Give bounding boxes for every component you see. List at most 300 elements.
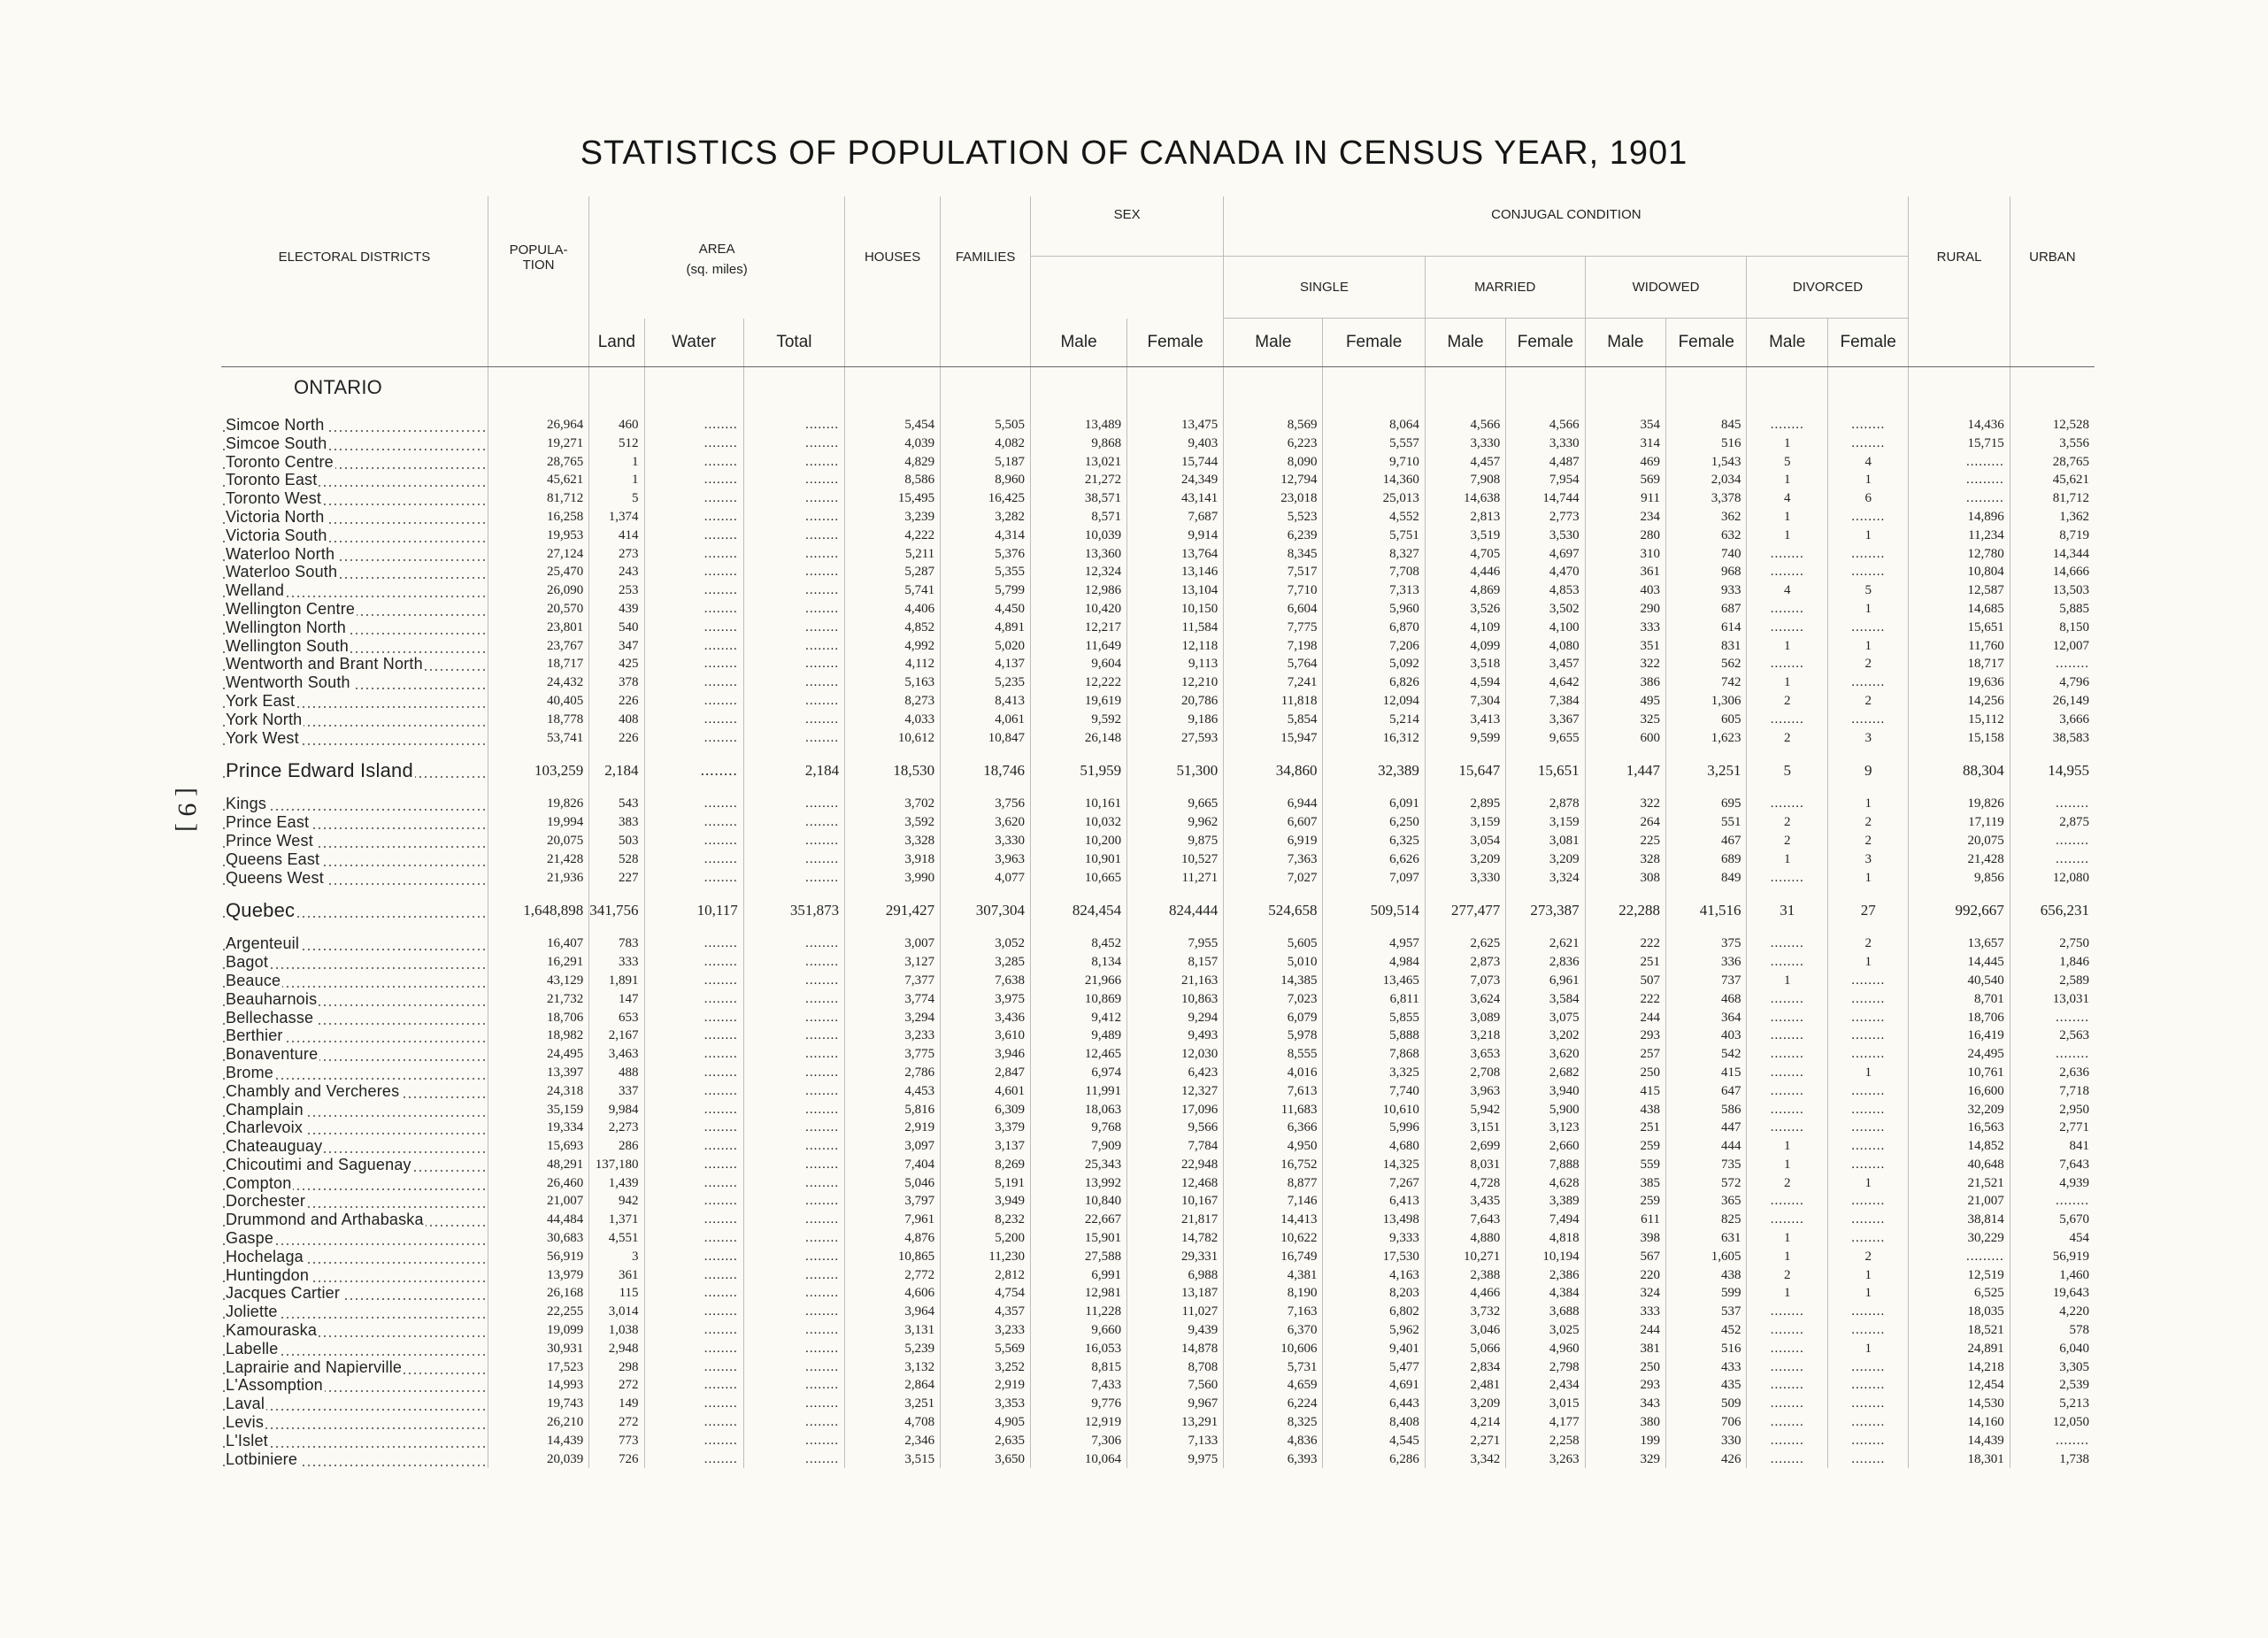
data-cell: 354: [1585, 416, 1665, 434]
data-cell: 7,909: [1031, 1137, 1127, 1156]
data-cell: 4,381: [1224, 1266, 1323, 1285]
data-cell: 5,888: [1323, 1027, 1425, 1045]
district-label: Charlevoix: [226, 1119, 304, 1137]
district-name: [221, 850, 488, 869]
district-label: Chicoutimi and Saguenay: [226, 1155, 411, 1173]
data-cell: ........: [743, 471, 844, 489]
data-cell: 1: [1827, 1284, 1909, 1303]
table-row: [221, 1229, 2095, 1248]
spacer-cell: [488, 367, 588, 408]
data-cell: 20,075: [488, 832, 588, 850]
data-cell: 452: [1666, 1321, 1747, 1340]
data-cell: 5,211: [845, 545, 941, 564]
data-cell: 257: [1585, 1045, 1665, 1064]
data-cell: ........: [1747, 1303, 1827, 1321]
data-cell: 444: [1666, 1137, 1747, 1156]
data-cell: 3,159: [1506, 813, 1585, 832]
data-cell: 3,089: [1425, 1009, 1505, 1027]
data-cell: 647: [1666, 1082, 1747, 1101]
spacer-cell: [1127, 407, 1224, 416]
data-cell: 516: [1666, 434, 1747, 453]
spacer-cell: [1747, 747, 1827, 756]
data-cell: ........: [1827, 673, 1909, 692]
data-cell: 9,403: [1127, 434, 1224, 453]
data-cell: 6,079: [1224, 1009, 1323, 1027]
section-heading: ONTARIO: [294, 376, 382, 398]
data-cell: 9,868: [1031, 434, 1127, 453]
data-cell: 2,948: [589, 1340, 644, 1358]
data-cell: ........: [644, 1266, 743, 1285]
data-cell: 53,741: [488, 729, 588, 748]
district-name: [221, 1284, 488, 1303]
data-cell: 5,454: [845, 416, 941, 434]
data-cell: 3,530: [1506, 527, 1585, 545]
province-total-row: [221, 896, 2095, 926]
data-cell: ........: [1827, 711, 1909, 729]
spacer-cell: [1224, 786, 1323, 795]
data-cell: 1: [1747, 471, 1827, 489]
data-cell: 10,847: [941, 729, 1031, 748]
spacer-cell: [1323, 747, 1425, 756]
data-cell: ........: [1827, 1027, 1909, 1045]
data-cell: 9,776: [1031, 1395, 1127, 1413]
data-cell: 3,457: [1506, 655, 1585, 673]
spacer-cell: [488, 747, 588, 756]
district-label: Victoria North: [226, 507, 325, 526]
data-cell: ........: [743, 581, 844, 600]
spacer-cell: [488, 407, 588, 416]
data-cell: 15,901: [1031, 1229, 1127, 1248]
spacer-cell: [1031, 786, 1127, 795]
data-cell: 13,465: [1323, 972, 1425, 990]
spacer-cell: [589, 747, 644, 756]
district-label: Gaspe: [226, 1229, 274, 1248]
data-cell: 3,342: [1425, 1450, 1505, 1469]
data-cell: ........: [743, 813, 844, 832]
spacer-cell: [1747, 367, 1827, 408]
data-cell: 7,908: [1425, 471, 1505, 489]
data-cell: 2,273: [589, 1119, 644, 1137]
data-cell: 10,863: [1127, 990, 1224, 1009]
data-cell: ........: [1747, 1119, 1827, 1137]
spacer-cell: [644, 367, 743, 408]
data-cell: 537: [1666, 1303, 1747, 1321]
spacer-cell: [1224, 887, 1323, 896]
data-cell: 25,013: [1323, 489, 1425, 508]
data-cell: ........: [1827, 1192, 1909, 1211]
spacer-cell: [941, 407, 1031, 416]
data-cell: 10,865: [845, 1248, 941, 1266]
data-cell: 4,470: [1506, 563, 1585, 581]
header-single-female: Female: [1323, 319, 1425, 367]
data-cell: 562: [1666, 655, 1747, 673]
data-cell: ........: [1747, 953, 1827, 972]
data-cell: 10,527: [1127, 850, 1224, 869]
data-cell: 19,643: [2010, 1284, 2095, 1303]
district-name: [221, 1119, 488, 1137]
data-cell: 7,306: [1031, 1432, 1127, 1450]
data-cell: 12,794: [1224, 471, 1323, 489]
data-cell: 17,096: [1127, 1101, 1224, 1119]
data-cell: 16,749: [1224, 1248, 1323, 1266]
data-cell: 2,386: [1506, 1266, 1585, 1285]
data-cell: 1: [1827, 637, 1909, 656]
data-cell: 8,452: [1031, 934, 1127, 953]
data-cell: 6,974: [1031, 1064, 1127, 1082]
data-cell: ........: [743, 1376, 844, 1395]
data-cell: 7,740: [1323, 1082, 1425, 1101]
data-cell: 5,505: [941, 416, 1031, 434]
data-cell: 12,050: [2010, 1413, 2095, 1432]
data-cell: 137,180: [589, 1156, 644, 1174]
data-cell: 1,447: [1585, 756, 1665, 786]
data-cell: 226: [589, 692, 644, 711]
header-electoral-districts: ELECTORAL DISTRICTS: [278, 250, 431, 265]
data-cell: 849: [1666, 869, 1747, 888]
data-cell: 293: [1585, 1376, 1665, 1395]
data-cell: 1,371: [589, 1211, 644, 1229]
spacer-row: [221, 407, 2095, 416]
data-cell: 5,191: [941, 1174, 1031, 1193]
data-cell: 12,080: [2010, 869, 2095, 888]
data-cell: 540: [589, 619, 644, 637]
data-cell: 6: [1827, 489, 1909, 508]
district-label: York North: [226, 710, 303, 728]
spacer-cell: [941, 367, 1031, 408]
spacer-cell: [1506, 407, 1585, 416]
district-label: Jacques Cartier: [226, 1284, 341, 1303]
data-cell: 5: [1827, 581, 1909, 600]
data-cell: 21,428: [488, 850, 588, 869]
data-cell: ........: [1827, 1045, 1909, 1064]
data-cell: 7,613: [1224, 1082, 1323, 1101]
data-cell: 16,291: [488, 953, 588, 972]
data-cell: 28,765: [2010, 453, 2095, 472]
data-cell: 3,756: [941, 795, 1031, 813]
data-cell: .........: [1909, 1248, 2010, 1266]
data-cell: 2: [1827, 1248, 1909, 1266]
data-cell: 24,349: [1127, 471, 1224, 489]
data-cell: 1,623: [1666, 729, 1747, 748]
spacer-cell: [2010, 887, 2095, 896]
data-cell: 24,891: [1909, 1340, 2010, 1358]
data-cell: ........: [644, 1376, 743, 1395]
district-name: [221, 619, 488, 637]
header-divorced-female: Female: [1827, 319, 1909, 367]
data-cell: 3,556: [2010, 434, 2095, 453]
data-cell: 7,404: [845, 1156, 941, 1174]
data-cell: 824,444: [1127, 896, 1224, 926]
data-cell: 5,213: [2010, 1395, 2095, 1413]
data-cell: 22,667: [1031, 1211, 1127, 1229]
district-name: [221, 795, 488, 813]
data-cell: 4,728: [1425, 1174, 1505, 1193]
data-cell: ........: [1827, 1450, 1909, 1469]
data-cell: 3,251: [845, 1395, 941, 1413]
data-cell: 14,744: [1506, 489, 1585, 508]
data-cell: 3,007: [845, 934, 941, 953]
data-cell: ........: [1747, 795, 1827, 813]
data-cell: 8,719: [2010, 527, 2095, 545]
data-cell: 2,682: [1506, 1064, 1585, 1082]
data-cell: 831: [1666, 637, 1747, 656]
data-cell: 4,680: [1323, 1137, 1425, 1156]
district-label: Berthier: [226, 1027, 283, 1045]
data-cell: 9,489: [1031, 1027, 1127, 1045]
data-cell: 3,127: [845, 953, 941, 972]
header-sex-spacer: [1031, 257, 1224, 319]
data-cell: ........: [644, 1248, 743, 1266]
data-cell: 742: [1666, 673, 1747, 692]
data-cell: 361: [1585, 563, 1665, 581]
data-cell: 3,515: [845, 1450, 941, 1469]
data-cell: 2: [1747, 1266, 1827, 1285]
data-cell: 10,840: [1031, 1192, 1127, 1211]
data-cell: ........: [644, 832, 743, 850]
district-label: Kings: [226, 795, 267, 813]
spacer-row: [221, 786, 2095, 795]
district-label: Compton: [226, 1173, 292, 1192]
table-row: [221, 934, 2095, 953]
data-cell: 365: [1666, 1192, 1747, 1211]
data-cell: 14,360: [1323, 471, 1425, 489]
data-cell: 4,869: [1425, 581, 1505, 600]
data-cell: 5,477: [1323, 1358, 1425, 1377]
data-cell: 415: [1585, 1082, 1665, 1101]
table-row: [221, 990, 2095, 1009]
data-cell: 3,075: [1506, 1009, 1585, 1027]
data-cell: ........: [1747, 1358, 1827, 1377]
data-cell: ........: [644, 471, 743, 489]
district-label: Bellechasse: [226, 1008, 314, 1027]
spacer-cell: [1909, 887, 2010, 896]
district-label: Prince Edward Island: [226, 759, 413, 782]
district-name: [221, 869, 488, 888]
data-cell: 5,605: [1224, 934, 1323, 953]
data-cell: ........: [644, 1413, 743, 1432]
data-cell: 8,064: [1323, 416, 1425, 434]
data-cell: 4,853: [1506, 581, 1585, 600]
district-label: Laprairie and Napierville: [226, 1357, 403, 1376]
data-cell: 22,255: [488, 1303, 588, 1321]
data-cell: 4,384: [1506, 1284, 1585, 1303]
spacer-cell: [1031, 926, 1127, 934]
data-cell: 4,818: [1506, 1229, 1585, 1248]
data-cell: 5,854: [1224, 711, 1323, 729]
data-cell: 3,502: [1506, 600, 1585, 619]
data-cell: 30,683: [488, 1229, 588, 1248]
spacer-cell: [1224, 407, 1323, 416]
district-name: [221, 489, 488, 508]
data-cell: 1,439: [589, 1174, 644, 1193]
data-cell: 3,233: [845, 1027, 941, 1045]
data-cell: 23,767: [488, 637, 588, 656]
data-cell: 7,888: [1506, 1156, 1585, 1174]
spacer-cell: [2010, 747, 2095, 756]
table-row: [221, 1156, 2095, 1174]
data-cell: 783: [589, 934, 644, 953]
data-cell: ........: [743, 953, 844, 972]
district-label: York East: [226, 691, 296, 710]
data-cell: 3,666: [2010, 711, 2095, 729]
data-cell: 6,919: [1224, 832, 1323, 850]
district-label: Prince West: [226, 831, 313, 850]
data-cell: 351,873: [743, 896, 844, 926]
data-cell: 5,046: [845, 1174, 941, 1193]
data-cell: 333: [1585, 619, 1665, 637]
data-cell: 19,334: [488, 1119, 588, 1137]
data-cell: 18,778: [488, 711, 588, 729]
data-cell: 911: [1585, 489, 1665, 508]
data-cell: ........: [743, 990, 844, 1009]
data-cell: 24,318: [488, 1082, 588, 1101]
data-cell: ........: [743, 869, 844, 888]
data-cell: 1,648,898: [488, 896, 588, 926]
data-cell: 5,187: [941, 453, 1031, 472]
data-cell: ........: [1747, 1045, 1827, 1064]
data-cell: 7,643: [2010, 1156, 2095, 1174]
district-name: [221, 1229, 488, 1248]
data-cell: 41,516: [1666, 896, 1747, 926]
data-cell: 35,159: [488, 1101, 588, 1119]
header-married: MARRIED: [1425, 257, 1585, 319]
data-cell: ........: [1747, 545, 1827, 564]
data-cell: ........: [743, 1450, 844, 1469]
district-name: [221, 471, 488, 489]
data-cell: 250: [1585, 1358, 1665, 1377]
data-cell: 362: [1666, 508, 1747, 527]
data-cell: 460: [589, 416, 644, 434]
data-cell: ........: [644, 416, 743, 434]
data-cell: ........: [1827, 1321, 1909, 1340]
data-cell: ........: [1747, 1395, 1827, 1413]
data-cell: ........: [743, 453, 844, 472]
spacer-cell: [1827, 407, 1909, 416]
table-row: [221, 832, 2095, 850]
data-cell: ........: [743, 563, 844, 581]
data-cell: 509,514: [1323, 896, 1425, 926]
data-cell: ........: [743, 1229, 844, 1248]
spacer-cell: [1666, 926, 1747, 934]
spacer-cell: [1909, 786, 2010, 795]
data-cell: 4,112: [845, 655, 941, 673]
spacer-cell: [488, 887, 588, 896]
spacer-cell: [1425, 407, 1505, 416]
data-cell: 21,936: [488, 869, 588, 888]
data-cell: 3,436: [941, 1009, 1031, 1027]
data-cell: 3,285: [941, 953, 1031, 972]
data-cell: 6,224: [1224, 1395, 1323, 1413]
table-row: [221, 1432, 2095, 1450]
spacer-cell: [1585, 786, 1665, 795]
data-cell: ........: [1747, 990, 1827, 1009]
district-label: Queens West: [226, 868, 324, 887]
data-cell: 5,066: [1425, 1340, 1505, 1358]
data-cell: 14,666: [2010, 563, 2095, 581]
data-cell: 5,235: [941, 673, 1031, 692]
data-cell: 1: [1827, 1064, 1909, 1082]
data-cell: 4,222: [845, 527, 941, 545]
data-cell: 3,519: [1425, 527, 1505, 545]
data-cell: 4,950: [1224, 1137, 1323, 1156]
data-cell: 40,540: [1909, 972, 2010, 990]
data-cell: 4,876: [845, 1229, 941, 1248]
data-cell: ........: [1827, 1358, 1909, 1377]
data-cell: 2,864: [845, 1376, 941, 1395]
data-cell: 3,137: [941, 1137, 1031, 1156]
spacer-cell: [221, 786, 488, 795]
header-sex-female: Female: [1127, 319, 1224, 367]
data-cell: 19,099: [488, 1321, 588, 1340]
data-cell: ........: [1747, 1064, 1827, 1082]
data-cell: 4,754: [941, 1284, 1031, 1303]
district-label: Quebec: [226, 899, 296, 922]
spacer-cell: [1506, 887, 1585, 896]
data-cell: 298: [589, 1358, 644, 1377]
data-cell: 16,053: [1031, 1340, 1127, 1358]
data-cell: 9,294: [1127, 1009, 1224, 1027]
data-cell: 2,034: [1666, 471, 1747, 489]
data-cell: 3,081: [1506, 832, 1585, 850]
data-cell: ........: [1827, 1156, 1909, 1174]
data-cell: 1,605: [1666, 1248, 1747, 1266]
header-blank: [488, 319, 588, 367]
data-cell: 614: [1666, 619, 1747, 637]
district-label: Huntingdon: [226, 1265, 310, 1284]
data-cell: 447: [1666, 1119, 1747, 1137]
data-cell: 524,658: [1224, 896, 1323, 926]
table-row: [221, 972, 2095, 990]
data-cell: 10,612: [845, 729, 941, 748]
data-cell: 4,082: [941, 434, 1031, 453]
data-cell: ........: [1747, 1321, 1827, 1340]
spacer-cell: [743, 367, 844, 408]
data-cell: 26,460: [488, 1174, 588, 1193]
data-cell: 21,966: [1031, 972, 1127, 990]
data-cell: ........: [644, 934, 743, 953]
data-cell: 4,697: [1506, 545, 1585, 564]
data-cell: 48,291: [488, 1156, 588, 1174]
district-name: [221, 896, 488, 926]
data-cell: 3,328: [845, 832, 941, 850]
data-cell: 1,891: [589, 972, 644, 990]
data-cell: 5,900: [1506, 1101, 1585, 1119]
data-cell: 3,774: [845, 990, 941, 1009]
data-cell: ........: [1747, 1211, 1827, 1229]
data-cell: 1: [1747, 1137, 1827, 1156]
header-blank: [221, 319, 488, 367]
data-cell: ........: [644, 1192, 743, 1211]
data-cell: 325: [1585, 711, 1665, 729]
data-cell: 3,252: [941, 1358, 1031, 1377]
data-cell: ........: [1747, 1082, 1827, 1101]
data-cell: 5,960: [1323, 600, 1425, 619]
data-cell: 467: [1666, 832, 1747, 850]
spacer-cell: [1224, 926, 1323, 934]
table-row: [221, 619, 2095, 637]
data-cell: 4,061: [941, 711, 1031, 729]
data-cell: 380: [1585, 1413, 1665, 1432]
district-name: [221, 1192, 488, 1211]
data-cell: 10,167: [1127, 1192, 1224, 1211]
data-cell: 12,324: [1031, 563, 1127, 581]
district-label: Simcoe North: [226, 416, 325, 434]
table-row: [221, 850, 2095, 869]
data-cell: 605: [1666, 711, 1747, 729]
data-cell: 5,092: [1323, 655, 1425, 673]
spacer-cell: [845, 407, 941, 416]
data-cell: ........: [1827, 1432, 1909, 1450]
